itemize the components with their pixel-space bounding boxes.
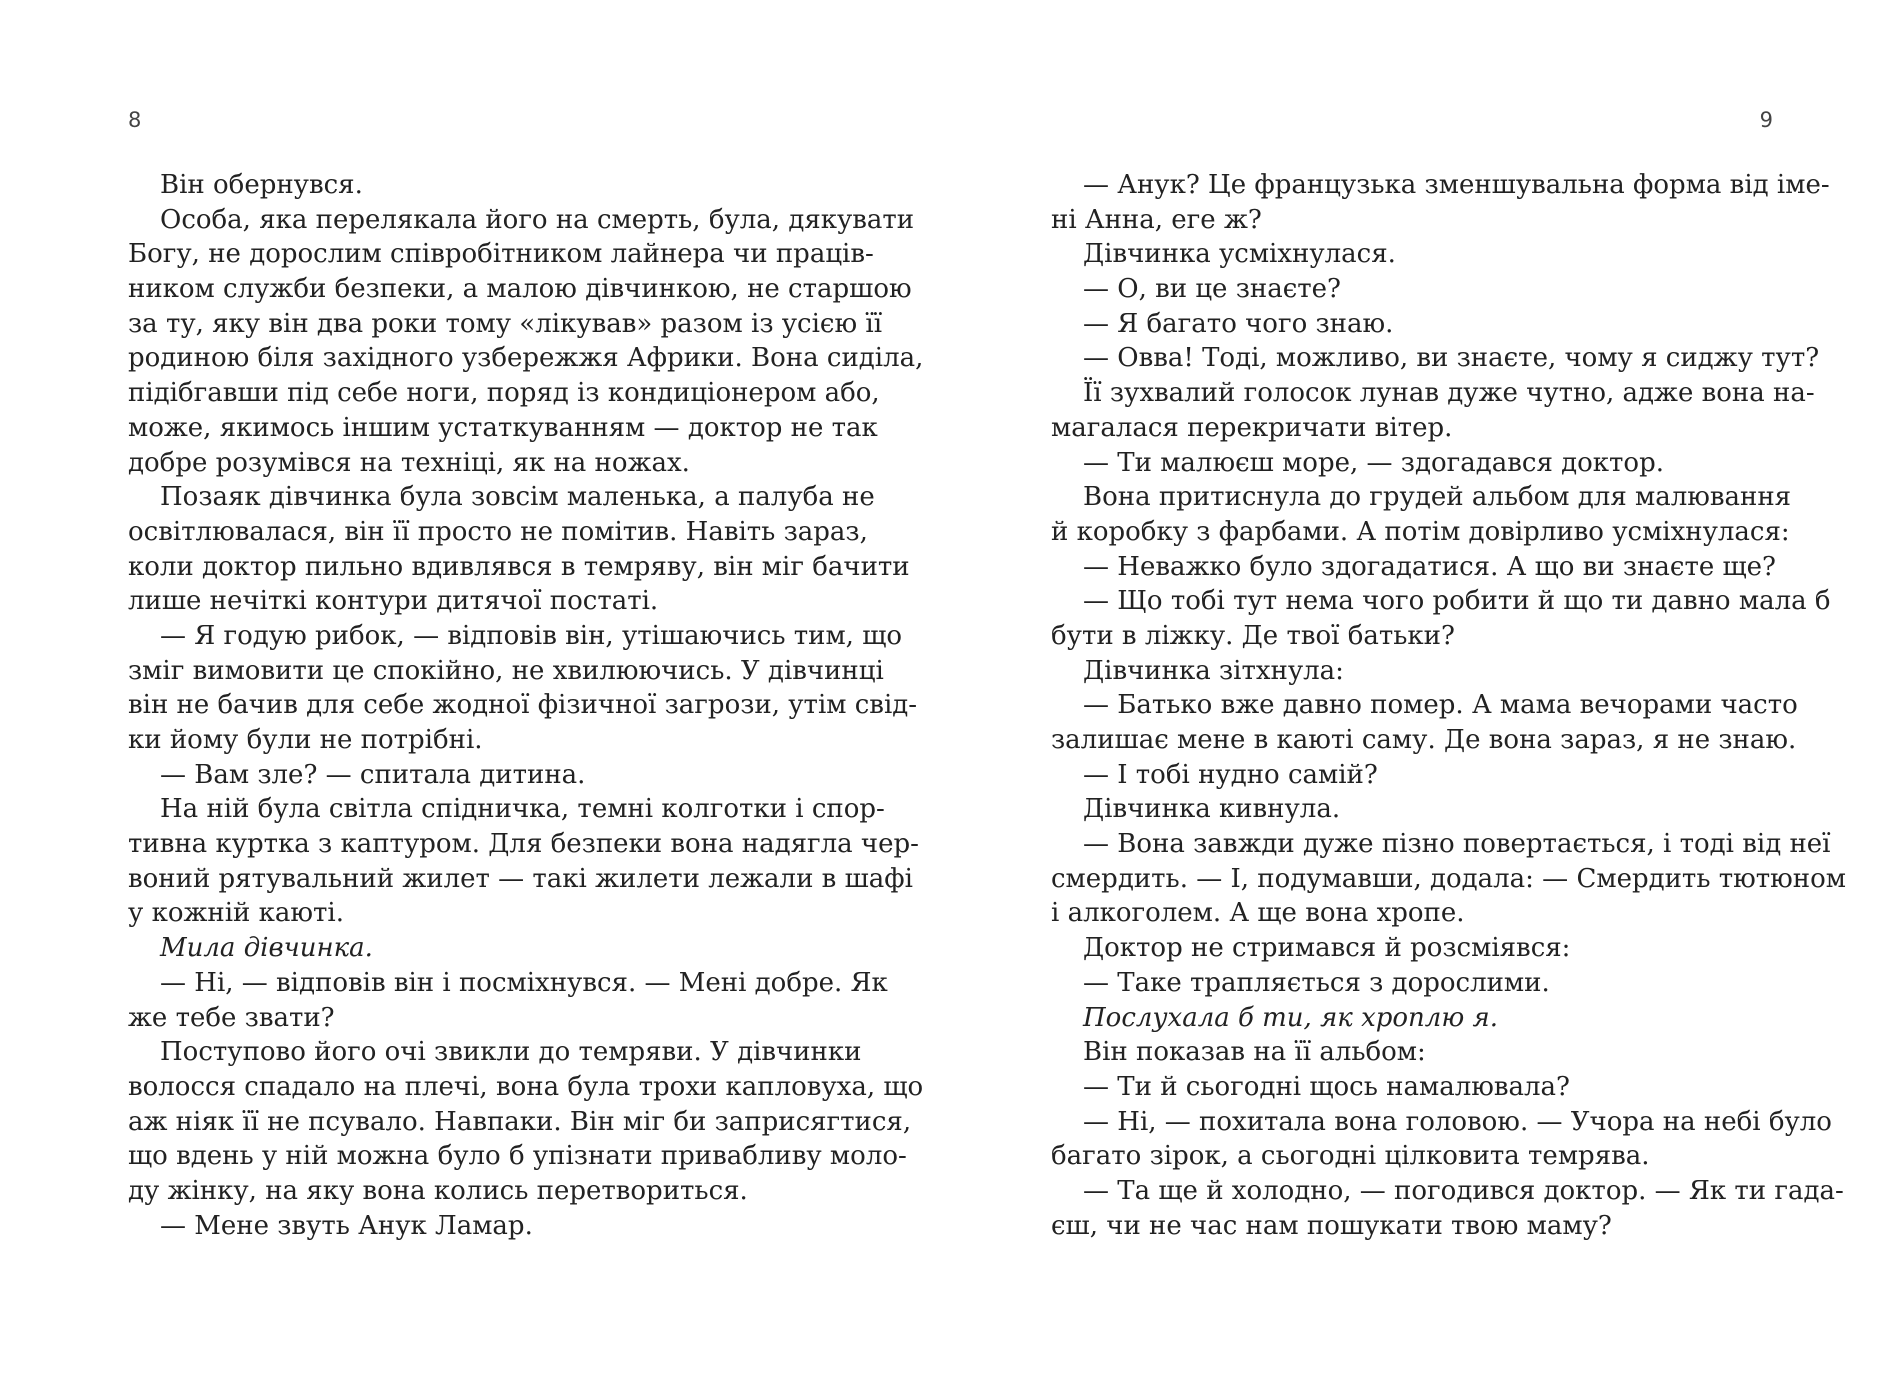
text-line: може, якимось іншим устаткуванням — доктор не так (128, 412, 878, 443)
text-line: ні Анна, еге ж? (1051, 204, 1262, 235)
body-text (128, 168, 924, 1243)
text-line: освітлювалася, він її просто не помітив. Навіть зараз, (128, 516, 868, 547)
text-line: тивна куртка з каптуром. Для безпеки вона надягла чер- (128, 829, 919, 860)
text-line: аж ніяк її не псувало. Навпаки. Він міг би заприсягтися, (128, 1106, 912, 1137)
text-line: — Ти малюєш море, — здогадався доктор. (1083, 447, 1664, 478)
text-line: багато зірок, а сьогодні цілковита темрява. (1051, 1141, 1650, 1172)
text-line: Дівчинка усміхнулася. (1083, 239, 1396, 270)
text-line: Послухала б ти, як хроплю я. (1083, 1002, 1498, 1033)
text-line: Він показав на її альбом: (1083, 1037, 1426, 1068)
text-line: Дівчинка кивнула. (1083, 794, 1341, 825)
text-line: — Що тобі тут нема чого робити й що ти давно мала б (1083, 586, 1831, 617)
body-text (1051, 168, 1846, 1243)
text-line: — Таке трапляється з дорослими. (1083, 967, 1550, 998)
text-line: ником служби безпеки, а малою дівчинкою, не старшою (128, 274, 912, 305)
text-line: — Я годую рибок, — відповів він, утішаючись тим, що (160, 620, 903, 651)
text-line: — Ти й сьогодні щось намалювала? (1083, 1071, 1570, 1102)
text-line: бути в ліжку. Де твої батьки? (1051, 620, 1455, 651)
text-line: воний рятувальний жилет — такі жилети лежали в шафі (128, 863, 913, 894)
text-line: — Батько вже давно помер. А мама вечорами часто (1083, 690, 1798, 721)
text-line: родиною біля західного узбережжя Африки. Вона сиділа, (128, 343, 924, 374)
text-line: єш, чи не час нам пошукати твою маму? (1051, 1210, 1612, 1241)
text-line: Поступово його очі звикли до темряви. У дівчинки (160, 1037, 862, 1068)
text-line: Дівчинка зітхнула: (1083, 655, 1344, 686)
text-line: — Я багато чого знаю. (1083, 308, 1394, 339)
text-line: Мила дівчинка. (160, 933, 373, 964)
text-line: лише нечіткі контури дитячої постаті. (128, 586, 659, 617)
text-line: волосся спадало на плечі, вона була трохи капловуха, що (128, 1071, 924, 1102)
page-number: 8 (128, 108, 142, 132)
text-line: Богу, не дорослим співробітником лайнера чи праців- (128, 239, 874, 270)
text-line: Особа, яка перелякала його на смерть, була, дякувати (160, 204, 915, 235)
page-number: 9 (1759, 108, 1773, 132)
text-line: залишає мене в каюті саму. Де вона зараз, я не знаю. (1051, 725, 1797, 755)
text-line: він не бачив для себе жодної фізичної загрози, утім свід- (128, 690, 918, 721)
text-line: Вона притиснула до грудей альбом для малювання (1083, 482, 1792, 513)
text-line: — Ні, — відповів він і посміхнувся. — Мені добре. Як (160, 967, 888, 998)
text-line: ду жінку, на яку вона колись перетвориться. (128, 1175, 748, 1206)
text-line: Він обернувся. (160, 170, 363, 200)
text-line: Позаяк дівчинка була зовсім маленька, а палуба не (160, 482, 875, 513)
text-line: зміг вимовити це спокійно, не хвилюючись. У дівчинці (128, 655, 884, 686)
text-line: — Овва! Тоді, можливо, ви знаєте, чому я сиджу тут? (1083, 343, 1820, 374)
text-line: Її зухвалий голосок лунав дуже чутно, адже вона на- (1083, 378, 1815, 409)
text-line: — Вона завжди дуже пізно повертається, і тоді від неї (1083, 829, 1831, 860)
text-line: у кожній каюті. (128, 898, 344, 929)
text-line: — Неважко було здогадатися. А що ви знаєте ще? (1083, 551, 1776, 582)
text-line: — Вам зле? — спитала дитина. (160, 759, 586, 790)
text-line: — Ні, — похитала вона головою. — Учора на небі було (1083, 1106, 1832, 1137)
text-line: й коробку з фарбами. А потім довірливо усміхнулася: (1051, 516, 1790, 547)
text-line: смердить. — І, подумавши, додала: — Смердить тютюном (1051, 863, 1846, 894)
text-line: — Мене звуть Анук Ламар. (160, 1210, 533, 1241)
text-line: — Анук? Це французька зменшувальна форма від іме- (1083, 170, 1830, 200)
text-line: добре розумівся на техніці, як на ножах. (128, 447, 690, 478)
text-line: і алкоголем. А ще вона хропе. (1051, 898, 1465, 929)
text-line: ки йому були не потрібні. (128, 725, 483, 755)
text-line: — О, ви це знаєте? (1083, 274, 1341, 305)
text-line: коли доктор пильно вдивлявся в темряву, він міг бачити (128, 551, 910, 582)
text-line: На ній була світла спідничка, темні колготки і спор- (160, 794, 885, 825)
text-line: підібгавши під себе ноги, поряд із кондиціонером або, (128, 378, 880, 409)
text-line: за ту, яку він два роки тому «лікував» разом із усією її (128, 308, 883, 339)
text-line: магалася перекричати вітер. (1051, 412, 1453, 443)
text-line: що вдень у ній можна було б упізнати привабливу моло- (128, 1141, 907, 1172)
text-line: же тебе звати? (128, 1002, 335, 1033)
text-line: — Та ще й холодно, — погодився доктор. — Як ти гада- (1083, 1175, 1844, 1206)
text-line: Доктор не стримався й розсміявся: (1083, 933, 1571, 964)
text-line: — І тобі нудно самій? (1083, 759, 1378, 790)
